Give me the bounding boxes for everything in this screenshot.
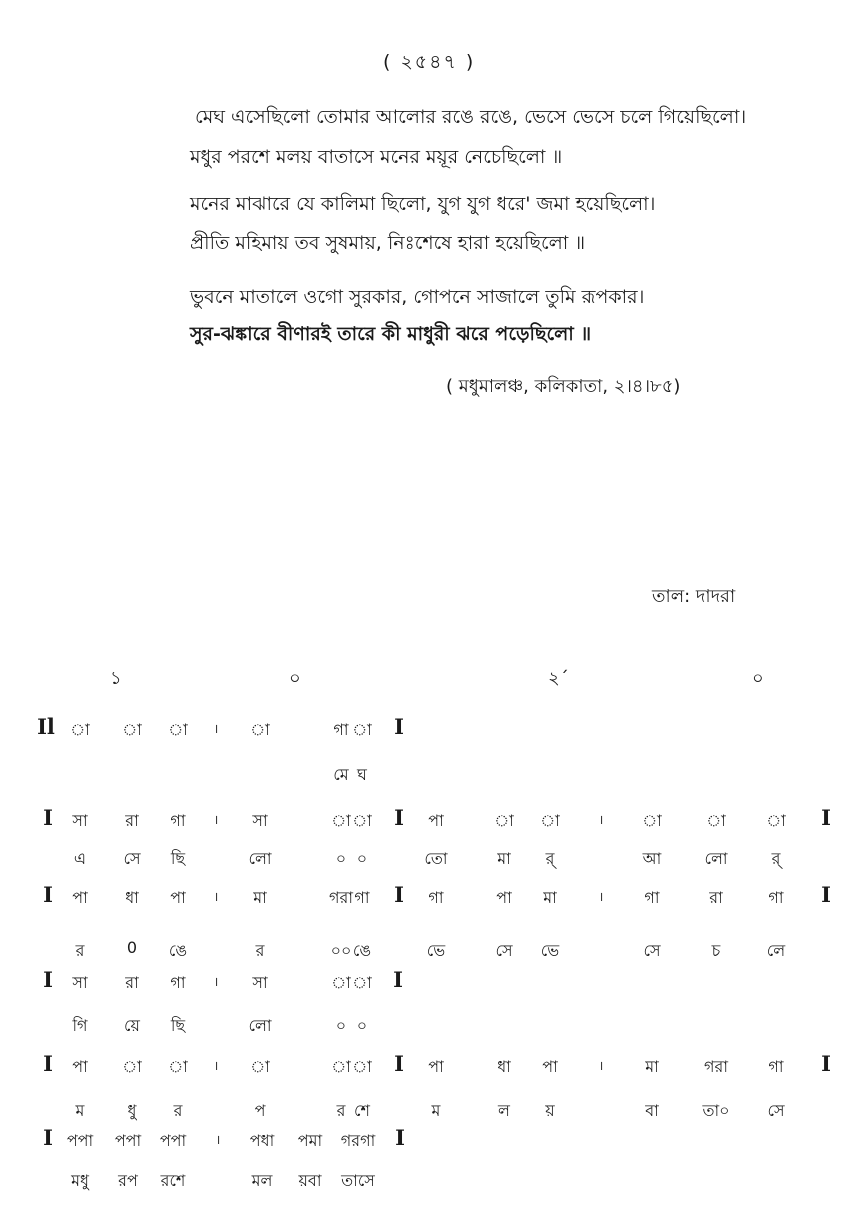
lyric-syllable: ম	[431, 1101, 441, 1120]
swara-note: া	[494, 811, 514, 830]
swara-note: গা	[428, 888, 444, 907]
beat-marker: ১	[110, 668, 122, 689]
barline: I	[394, 714, 404, 739]
swara-note: পা	[72, 1057, 88, 1076]
swara-note: পা	[496, 888, 512, 907]
swara-note: া	[250, 1057, 270, 1076]
beat-separator: ।	[213, 975, 219, 990]
lyric-syllable: র	[75, 941, 85, 960]
swara-note: গরা	[329, 888, 353, 907]
swara-note: মা	[543, 888, 557, 907]
lyric-syllable: ধু	[127, 1101, 137, 1120]
swara-note: পধা	[249, 1131, 275, 1150]
beat-separator: ।	[598, 890, 604, 905]
swara-note: া	[331, 973, 351, 992]
swara-note: মা	[253, 888, 267, 907]
barline: I	[821, 805, 831, 830]
swara-note: পা	[542, 1057, 558, 1076]
beat-separator: ।	[213, 722, 219, 737]
page-number: ( ২৫৪৭ )	[383, 51, 476, 73]
beat-separator: ।	[213, 890, 219, 905]
lyric-syllable: লো	[248, 1016, 272, 1035]
barline: I	[395, 1125, 405, 1150]
swara-note: রা	[709, 888, 723, 907]
lyric-syllable: র্	[545, 849, 555, 868]
lyric-syllable: র	[336, 1101, 346, 1120]
lyric-syllable: রপ	[118, 1171, 138, 1190]
swara-note: পা	[170, 888, 186, 907]
tala-label: তাল: দাদরা	[652, 586, 736, 607]
barline: I	[821, 1051, 831, 1076]
swara-note: রা	[125, 973, 139, 992]
swara-note: া	[331, 1057, 351, 1076]
swara-note: সা	[252, 811, 268, 830]
lyric-syllable: তা০	[702, 1101, 730, 1120]
beat-separator: ।	[213, 1059, 219, 1074]
swara-note: া	[642, 811, 662, 830]
swara-note: া	[540, 811, 560, 830]
lyric-syllable: বা	[645, 1101, 659, 1120]
lyric-syllable: র্	[771, 849, 781, 868]
lyric-syllable: শে	[354, 1101, 370, 1120]
verse-line: ভুবনে মাতালে ওগো সুরকার, গোপনে সাজালে তুমি রূপকার।	[190, 286, 645, 308]
swara-note: গা	[354, 888, 370, 907]
swara-note: া	[122, 1057, 142, 1076]
swara-note: সা	[252, 973, 268, 992]
swara-note: ধা	[497, 1057, 511, 1076]
swara-note: গা	[768, 888, 784, 907]
swara-note: ধা	[125, 888, 139, 907]
swara-note: পমা	[297, 1131, 323, 1150]
swara-note: গা	[333, 720, 349, 739]
swara-note: া	[168, 720, 188, 739]
lyric-syllable: ০	[356, 1016, 368, 1035]
lyric-syllable: চ	[711, 941, 721, 960]
lyric-syllable: সে	[495, 941, 513, 960]
swara-note: গা	[170, 811, 186, 830]
lyric-syllable: ঙে	[168, 941, 188, 960]
lyric-syllable: ০	[356, 849, 368, 868]
lyric-syllable: ঙে	[352, 941, 372, 960]
barline: I	[43, 967, 53, 992]
swara-note: গরা	[704, 1057, 728, 1076]
swara-note: া	[331, 811, 351, 830]
swara-note: সা	[72, 811, 88, 830]
verse-line: সুর-ঝঙ্কারে বীণারই তারে কী মাধুরী ঝরে পড়েছিলো ॥	[190, 323, 592, 345]
swara-note: পা	[72, 888, 88, 907]
lyric-syllable: মধু	[71, 1171, 89, 1190]
lyric-syllable: ঘ	[357, 765, 367, 784]
barline: I	[43, 1051, 53, 1076]
lyric-syllable: য়	[545, 1101, 555, 1120]
verse-line: মধুর পরশে মলয় বাতাসে মনের ময়ূর নেচেছিলো ॥	[190, 146, 563, 168]
lyric-syllable: তো	[424, 849, 448, 868]
swara-note: া	[352, 811, 372, 830]
lyric-syllable: লো	[704, 849, 728, 868]
barline: I	[43, 1125, 53, 1150]
swara-note: গা	[644, 888, 660, 907]
verse-line: মনের মাঝারে যে কালিমা ছিলো, যুগ যুগ ধরে' জমা হয়েছিলো।	[190, 193, 656, 215]
barline: I	[394, 805, 404, 830]
swara-note: পা	[428, 811, 444, 830]
lyric-syllable: মা	[497, 849, 511, 868]
swara-note: পপা	[114, 1131, 142, 1150]
lyric-syllable: তাসে	[341, 1171, 375, 1190]
lyric-syllable: ০০	[330, 941, 352, 960]
lyric-syllable: ভে	[540, 941, 560, 960]
citation: ( মধুমালঞ্চ, কলিকাতা, ২।৪।৮৫)	[446, 376, 681, 397]
lyric-syllable: ০	[335, 1016, 347, 1035]
lyric-syllable: প	[254, 1101, 266, 1120]
swara-note: া	[352, 720, 372, 739]
barline: I	[394, 882, 404, 907]
lyric-syllable: ভে	[426, 941, 446, 960]
swara-note: গা	[170, 973, 186, 992]
swara-note: া	[250, 720, 270, 739]
lyric-syllable: মে	[333, 765, 349, 784]
swara-note: া	[70, 720, 90, 739]
lyric-syllable: য়বা	[298, 1171, 322, 1190]
lyric-syllable: মল	[251, 1171, 273, 1190]
lyric-syllable: এ	[73, 849, 87, 868]
swara-note: া	[168, 1057, 188, 1076]
barline: I	[821, 882, 831, 907]
lyric-syllable: ০	[335, 849, 347, 868]
lyric-syllable: র	[255, 941, 265, 960]
beat-separator: ।	[598, 1059, 604, 1074]
lyric-syllable: লো	[248, 849, 272, 868]
swara-note: রা	[125, 811, 139, 830]
lyric-syllable: 0	[126, 938, 138, 957]
beat-separator: ।	[213, 813, 219, 828]
swara-note: া	[352, 1057, 372, 1076]
beat-separator: ।	[215, 1133, 221, 1148]
lyric-syllable: ল	[498, 1101, 510, 1120]
swara-note: পপা	[66, 1131, 94, 1150]
lyric-syllable: ছি	[170, 849, 186, 868]
swara-note: পা	[428, 1057, 444, 1076]
verse-line: মেঘ এসেছিলো তোমার আলোর রঙে রঙে, ভেসে ভেসে চলে গিয়েছিলো।	[195, 106, 747, 128]
swara-note: গরগা	[340, 1131, 376, 1150]
barline: I	[43, 805, 53, 830]
barline: I	[43, 882, 53, 907]
barline: I	[394, 1051, 404, 1076]
swara-note: া	[122, 720, 142, 739]
lyric-syllable: আ	[642, 849, 662, 868]
swara-note: সা	[72, 973, 88, 992]
swara-note: া	[766, 811, 786, 830]
lyric-syllable: রশে	[160, 1171, 186, 1190]
beat-marker: ২´	[548, 668, 569, 689]
lyric-syllable: লে	[766, 941, 786, 960]
lyric-syllable: র	[173, 1101, 183, 1120]
lyric-syllable: গি	[72, 1016, 88, 1035]
lyric-syllable: ম	[75, 1101, 85, 1120]
swara-note: া	[706, 811, 726, 830]
lyric-syllable: য়ে	[124, 1016, 140, 1035]
verse-line: প্রীতি মহিমায় তব সুষমায়, নিঃশেষে হারা হয়েছিলো ॥	[190, 232, 586, 254]
lyric-syllable: সে	[123, 849, 141, 868]
lyric-syllable: ছি	[170, 1016, 186, 1035]
swara-note: া	[352, 973, 372, 992]
swara-note: পপা	[159, 1131, 187, 1150]
barline: I	[393, 967, 403, 992]
beat-separator: ।	[598, 813, 604, 828]
lyric-syllable: সে	[643, 941, 661, 960]
beat-marker: ০	[289, 668, 301, 689]
beat-marker: ০	[752, 668, 764, 689]
start-barline: Il	[37, 714, 55, 739]
swara-note: গা	[768, 1057, 784, 1076]
lyric-syllable: সে	[767, 1101, 785, 1120]
swara-note: মা	[645, 1057, 659, 1076]
